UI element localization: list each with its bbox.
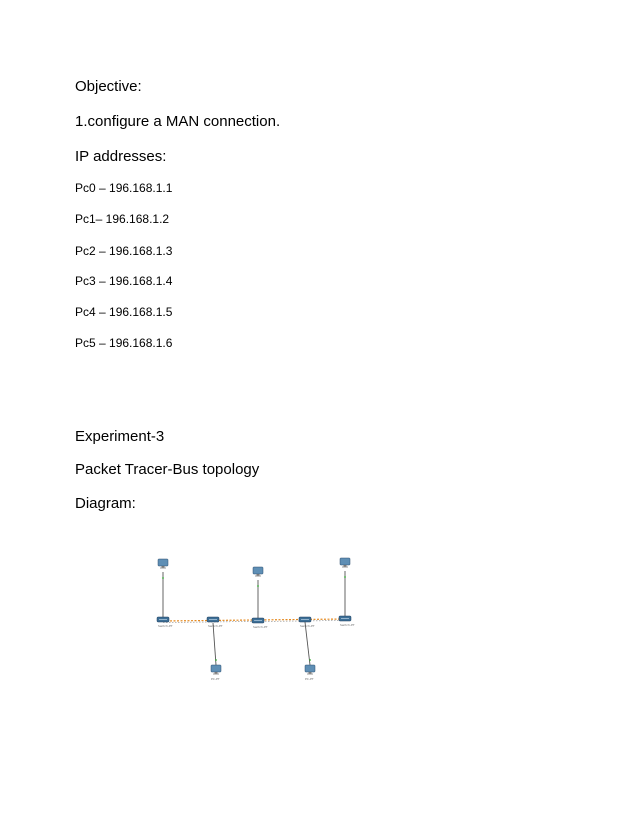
switch-label-5: Switch-PT [340, 623, 355, 627]
ip-entry-pc1: Pc1– 196.168.1.2 [75, 212, 170, 226]
link-dot [344, 576, 346, 578]
ip-entry-pc2: Pc2 – 196.168.1.3 [75, 244, 173, 258]
ip-entry-pc3: Pc3 – 196.168.1.4 [75, 274, 173, 288]
link-dot [257, 585, 259, 587]
cable-pc-bottom-right [305, 622, 310, 665]
ip-entry-pc0: Pc0 – 196.168.1.1 [75, 181, 173, 195]
pc-icon-bottom-left [211, 665, 221, 675]
experiment-title: Experiment-3 [75, 428, 165, 445]
pc-icon-top-left [158, 559, 168, 569]
switch-label-1: Switch-PT [158, 624, 173, 628]
switch-icon-5 [339, 616, 351, 621]
ip-addresses-heading: IP addresses: [75, 148, 167, 165]
switch-label-4: Switch-PT [300, 624, 315, 628]
ip-entry-pc5: Pc5 – 196.168.1.6 [75, 336, 173, 350]
pc-icon-bottom-right [305, 665, 315, 675]
pc-label-bottom-left: PC-PT [211, 677, 220, 681]
link-dot [309, 659, 311, 661]
objective-item: 1.configure a MAN connection. [75, 113, 281, 130]
switch-label-2: Switch-PT [208, 624, 223, 628]
pc-icon-top-mid [253, 567, 263, 577]
bus-topology-diagram [100, 548, 380, 698]
pc-label-bottom-right: PC-PT [305, 677, 314, 681]
link-dot [215, 659, 217, 661]
switch-icon-3 [252, 618, 264, 623]
link-dot [162, 577, 164, 579]
diagram-heading: Diagram: [75, 495, 136, 512]
ip-entry-pc4: Pc4 – 196.168.1.5 [75, 305, 173, 319]
pc-icon-top-right [340, 558, 350, 568]
switch-icon-2 [207, 617, 219, 622]
objective-heading: Objective: [75, 78, 142, 95]
cable-pc-bottom-left [213, 623, 216, 665]
switch-label-3: Switch-PT [253, 625, 268, 629]
switch-icon-4 [299, 617, 311, 622]
switch-icon-1 [157, 617, 169, 622]
experiment-subtitle: Packet Tracer-Bus topology [75, 461, 260, 478]
